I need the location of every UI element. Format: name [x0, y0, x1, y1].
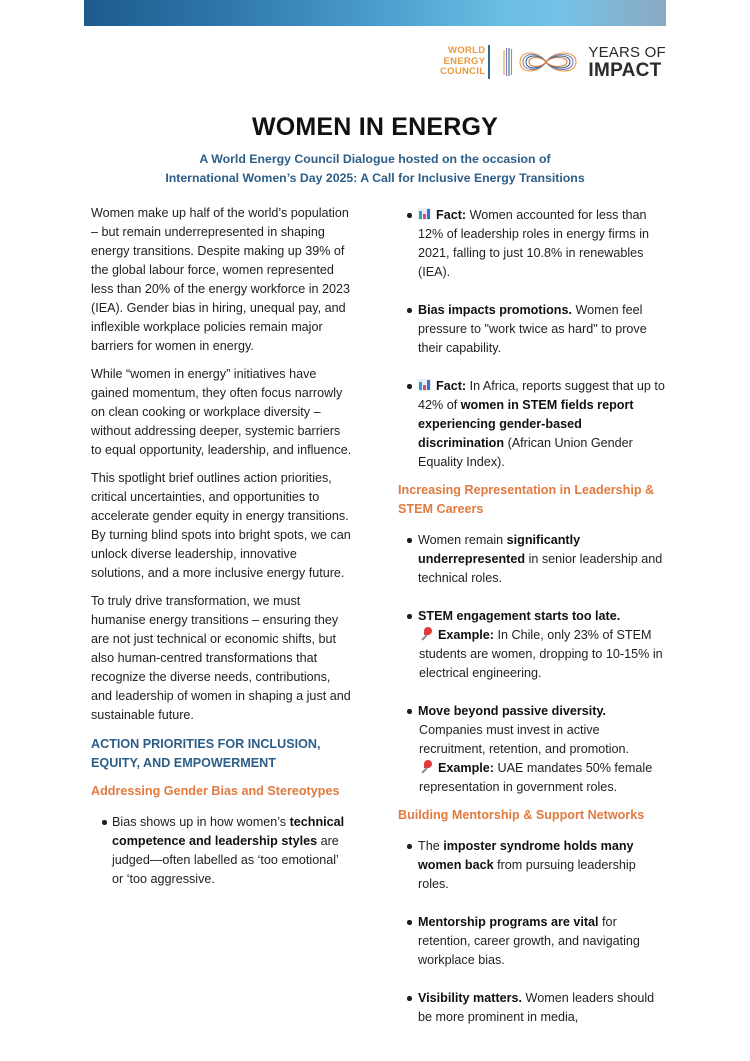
bias-facts-list — [398, 206, 666, 472]
bullet-bold-text: Mentorship programs are vital — [418, 915, 599, 929]
bullet-text: Women accounted for less than 12% of leadership roles in energy firms in 2021, falling to just 10.8% in renewables (IEA). — [418, 208, 649, 279]
right-column — [398, 206, 666, 1046]
example-text: UAE mandates 50% female representation in government roles. — [419, 761, 653, 794]
list-item — [398, 531, 666, 588]
example-text: In Chile, only 23% of STEM students are women, dropping to 10-15% in electrical engineering. — [419, 628, 663, 680]
fact-label: Fact: — [436, 379, 467, 393]
bullet-text: from pursuing leadership roles. — [418, 858, 636, 891]
logo-org-line1: WORLD — [447, 45, 486, 57]
list-item — [398, 989, 666, 1027]
list-item — [398, 206, 666, 282]
centenary-100-icon — [498, 42, 582, 82]
example-line — [419, 759, 666, 797]
list-item — [398, 837, 666, 894]
bullet-bold-text: Visibility matters. — [418, 991, 523, 1005]
example-label: Example: — [438, 761, 494, 775]
intro-paragraph: This spotlight brief outlines action priorities, critical uncertainties, and opportunities to accelerate gender equity in energy transitions. By turning blind spots into bright spots, we can unlock diverse leadership, innovative solutions, and a more inclusive energy future. — [91, 471, 351, 580]
example-line — [419, 626, 666, 683]
left-column — [91, 204, 353, 908]
logo-tagline — [588, 45, 665, 80]
subtitle-line1: A World Energy Council Dialogue hosted on the occasion of — [199, 152, 551, 166]
bullet-bold-text: technical competence and leadership styles — [112, 815, 345, 848]
intro-paragraph: While “women in energy” initiatives have gained momentum, they often focus narrowly on clean cooking or workplace diversity – without addressing deeper, systemic barriers to equal opportunity, leadership, and influence. — [91, 367, 352, 457]
example-label: Example: — [438, 628, 494, 642]
bullet-bold-text: imposter syndrome holds many women back — [418, 839, 634, 872]
bullet-text: In Africa, reports suggest that up to 42% of — [418, 379, 665, 412]
bullet-bold-text: Bias impacts promotions. — [418, 303, 572, 317]
intro-paragraph: Women make up half of the world’s population – but remain underrepresented in shaping energy transitions. Despite making up 39% of the global labour force, women represented less than 20% of the energy workforce in 2023 (IEA). Gender bias in hiring, unequal pay, and inflexible workplace policies remain major barriers for women in energy. — [91, 206, 351, 353]
intro-paragraph: To truly drive transformation, we must humanise energy transitions – ensuring they are not just technical or economic shifts, but also human-centred transformations that recognize the diverse needs, contributions, and leadership of women in shaping a just and sustainable future. — [91, 594, 351, 722]
logo-tagline-line1: YEARS OF — [588, 43, 666, 61]
list-item — [398, 913, 666, 970]
pushpin-icon — [419, 627, 433, 640]
logo-org-name — [440, 46, 485, 78]
bullet-bold-text: women in STEM fields report experiencing gender-based discrimination — [418, 398, 634, 450]
representation-list — [398, 531, 666, 797]
subsection-heading-mentorship: Building Mentorship & Support Networks — [398, 808, 645, 822]
bullet-text: Women feel pressure to "work twice as hard" to prove their capability. — [418, 303, 647, 355]
gender-bias-list — [91, 813, 353, 889]
section-heading-action-priorities: ACTION PRIORITIES FOR INCLUSION, EQUITY, AND EMPOWERMENT — [91, 737, 321, 770]
fact-label: Fact: — [436, 208, 467, 222]
mentorship-list — [398, 837, 666, 1027]
list-item — [398, 702, 666, 797]
bullet-text: Women remain — [418, 533, 507, 547]
bullet-text: for retention, career growth, and navigating workplace bias. — [418, 915, 640, 967]
list-item — [398, 377, 666, 472]
page-subtitle — [0, 150, 750, 188]
bullet-bold-text: STEM engagement starts too late. — [418, 609, 621, 623]
bullet-text: are judged—often labelled as ‘too emotional’ or ‘too aggressive. — [112, 834, 339, 886]
bullet-text: Women leaders should be more prominent in media, — [418, 991, 655, 1024]
world-energy-council-logo — [440, 42, 666, 82]
list-item — [398, 607, 666, 683]
header-gradient-band — [84, 0, 666, 26]
bullet-text: in senior leadership and technical roles. — [418, 552, 663, 585]
bullet-text: Bias shows up in how women’s — [112, 815, 290, 829]
logo-org-line2: ENERGY — [443, 55, 486, 67]
subtitle-line2: International Women’s Day 2025: A Call for Inclusive Energy Transitions — [165, 171, 585, 185]
bar-chart-icon — [418, 208, 431, 220]
bullet-bold-text: Move beyond passive diversity. — [418, 704, 607, 718]
logo-divider — [488, 45, 490, 79]
subsection-heading-gender-bias: Addressing Gender Bias and Stereotypes — [91, 784, 340, 798]
bar-chart-icon — [418, 379, 431, 391]
bullet-text: The — [418, 839, 444, 853]
list-item — [91, 813, 353, 889]
pushpin-icon — [419, 760, 433, 773]
logo-tagline-line2: IMPACT — [588, 59, 662, 81]
bullet-text: (African Union Gender Equality Index). — [418, 436, 633, 469]
list-item — [398, 301, 666, 358]
subsection-heading-representation: Increasing Representation in Leadership & STEM Careers — [398, 483, 655, 516]
logo-org-line3: COUNCIL — [440, 66, 486, 78]
bullet-text: Companies must invest in active recruitment, retention, and promotion. — [419, 723, 630, 756]
page-title: WOMEN IN ENERGY — [251, 113, 499, 141]
bullet-bold-text: significantly underrepresented — [418, 533, 581, 566]
